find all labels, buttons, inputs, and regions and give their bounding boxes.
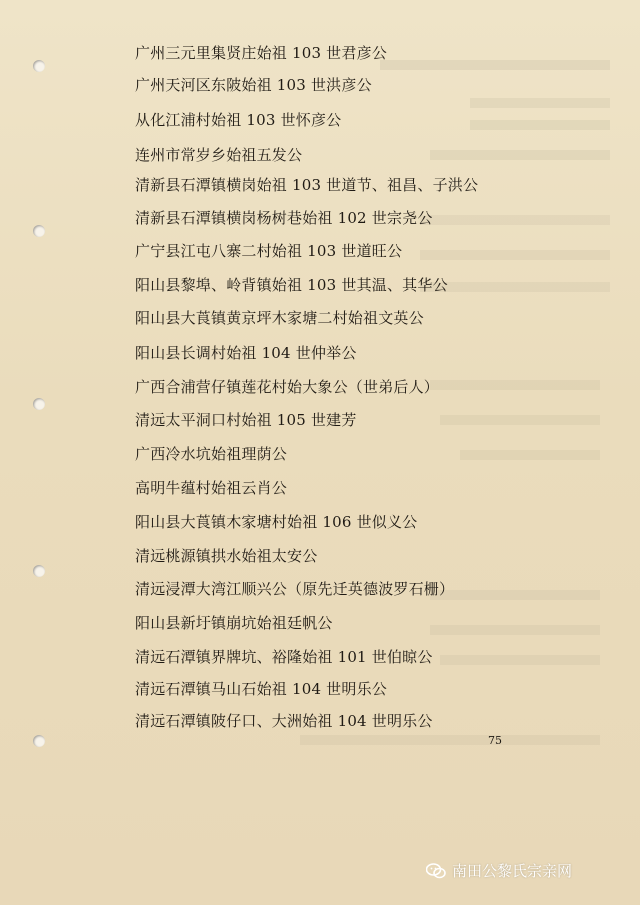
bleed-through-texture — [430, 380, 600, 390]
bleed-through-texture — [420, 282, 610, 292]
genealogy-entry: 广宁县江屯八寨二村始祖 103 世道旺公 — [135, 242, 403, 260]
genealogy-entry: 清新县石潭镇横岗杨树巷始祖 102 世宗尧公 — [135, 209, 433, 227]
genealogy-entry: 高明牛蕴村始祖云肖公 — [135, 479, 288, 497]
bleed-through-texture — [420, 215, 610, 225]
genealogy-entry: 清远桃源镇拱水始祖太安公 — [135, 547, 318, 565]
page-number: 75 — [488, 734, 502, 747]
genealogy-entry: 阳山县黎埠、岭背镇始祖 103 世其温、其华公 — [135, 276, 448, 294]
binder-hole — [33, 735, 45, 747]
genealogy-entry: 阳山县新圩镇崩坑始祖廷帆公 — [135, 614, 333, 632]
wechat-icon — [426, 863, 446, 879]
genealogy-entry: 清远石潭镇马山石始祖 104 世明乐公 — [135, 680, 387, 698]
bleed-through-texture — [380, 60, 610, 70]
watermark — [426, 860, 572, 881]
genealogy-entry: 阳山县大莨镇木家塘村始祖 106 世似义公 — [135, 513, 418, 531]
genealogy-entry: 清远石潭镇陂仔口、大洲始祖 104 世明乐公 — [135, 712, 433, 730]
genealogy-entry: 阳山县大莨镇黄京坪木家塘二村始祖文英公 — [135, 309, 424, 327]
genealogy-entry: 广州三元里集贤庄始祖 103 世君彦公 — [135, 44, 387, 62]
binder-hole — [33, 60, 45, 72]
binder-hole — [33, 565, 45, 577]
watermark-text: 南田公黎氏宗亲网 — [452, 862, 573, 880]
genealogy-entry: 阳山县长调村始祖 104 世仲举公 — [135, 344, 357, 362]
bleed-through-texture — [430, 150, 610, 160]
genealogy-entry: 清远浸潭大湾江顺兴公（原先迁英德波罗石栅） — [135, 580, 455, 598]
bleed-through-texture — [470, 120, 610, 130]
bleed-through-texture — [420, 250, 610, 260]
genealogy-entry: 清远太平洞口村始祖 105 世建芳 — [135, 411, 357, 429]
bleed-through-texture — [470, 98, 610, 108]
bleed-through-texture — [460, 450, 600, 460]
genealogy-entry: 连州市常岁乡始祖五发公 — [135, 146, 303, 164]
bleed-through-texture — [440, 415, 600, 425]
bleed-through-texture — [430, 625, 600, 635]
bleed-through-texture — [430, 590, 600, 600]
genealogy-entry: 广西冷水坑始祖理荫公 — [135, 445, 288, 463]
binder-hole — [33, 225, 45, 237]
bleed-through-texture — [440, 655, 600, 665]
genealogy-entry: 从化江浦村始祖 103 世怀彦公 — [135, 111, 342, 129]
genealogy-entry: 清新县石潭镇横岗始祖 103 世道节、祖昌、子洪公 — [135, 176, 479, 194]
genealogy-entry: 广州天河区东陂始祖 103 世洪彦公 — [135, 76, 372, 94]
binder-hole — [33, 398, 45, 410]
bleed-through-texture — [300, 735, 600, 745]
genealogy-entry: 清远石潭镇界牌坑、裕隆始祖 101 世伯晾公 — [135, 648, 433, 666]
genealogy-entry: 广西合浦营仔镇莲花村始大象公（世弟后人） — [135, 378, 440, 396]
